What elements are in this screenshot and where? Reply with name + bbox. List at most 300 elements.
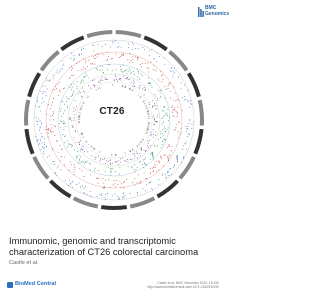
track-point — [53, 98, 54, 99]
track-point — [52, 115, 53, 116]
track-point — [160, 92, 161, 93]
track-point — [55, 173, 56, 174]
track-point — [37, 100, 38, 101]
track-point — [157, 121, 158, 122]
track-point — [155, 108, 156, 109]
track-point — [63, 88, 64, 89]
track-point — [117, 81, 118, 82]
track-point — [59, 90, 60, 91]
track-point — [142, 63, 143, 64]
track-point — [54, 89, 55, 90]
track-point — [168, 159, 169, 160]
track-point — [101, 193, 102, 194]
track-point — [80, 156, 81, 157]
track-point — [49, 80, 50, 81]
track-point — [108, 64, 109, 65]
track-point — [81, 69, 82, 70]
track-point — [60, 111, 61, 112]
track-point — [144, 94, 145, 95]
ideogram-segment — [101, 205, 127, 210]
track-point — [150, 135, 151, 136]
track-point — [69, 180, 70, 181]
track-point — [101, 77, 102, 78]
track-point — [169, 144, 170, 145]
track-point — [83, 77, 84, 78]
track-point — [133, 83, 134, 84]
track-point — [73, 91, 74, 92]
track-point — [82, 80, 83, 81]
track-point — [55, 86, 56, 87]
track-point — [164, 139, 165, 140]
track-point — [144, 163, 145, 164]
inner-tick — [144, 103, 146, 104]
track-point — [92, 64, 93, 65]
track-point — [83, 58, 84, 59]
track-point — [77, 151, 78, 152]
track-point — [44, 153, 45, 154]
track-point — [48, 104, 49, 105]
track-point — [83, 82, 84, 83]
track-point — [145, 190, 146, 191]
track-point — [167, 171, 168, 172]
track-point — [98, 54, 99, 55]
track-point — [53, 131, 54, 132]
track-point — [94, 64, 95, 65]
inner-tick — [138, 144, 139, 145]
track-point — [84, 163, 85, 164]
track-point — [53, 119, 54, 120]
track-point — [49, 155, 50, 156]
track-point — [165, 174, 166, 175]
track-point — [45, 86, 46, 87]
article-title: Immunomic, genomic and transcriptomic characterization of CT26 colorectal carcinoma — [9, 236, 199, 257]
track-point — [97, 70, 98, 71]
track-point — [80, 162, 81, 163]
track-point — [132, 56, 133, 57]
track-point — [77, 88, 78, 89]
track-point — [168, 127, 169, 128]
track-point — [164, 115, 165, 116]
track-point — [134, 86, 135, 87]
track-point — [58, 73, 59, 74]
track-point — [51, 163, 52, 164]
track-point — [120, 158, 121, 159]
track-point — [188, 123, 189, 124]
track-point — [114, 41, 115, 42]
track-point — [60, 169, 61, 170]
journal-name-line1: BMC — [205, 5, 217, 11]
track-point — [74, 165, 75, 166]
track-point — [177, 144, 178, 145]
track-point — [67, 147, 68, 148]
track-point — [140, 182, 141, 183]
track-point — [149, 140, 150, 141]
track-point — [153, 156, 154, 157]
track-point — [141, 148, 142, 149]
inner-tick — [88, 144, 89, 145]
track-point — [41, 103, 42, 104]
track-point — [152, 107, 153, 108]
track-point — [75, 100, 76, 101]
ideogram-segment — [60, 35, 84, 51]
track-point — [187, 126, 188, 127]
track-point — [155, 167, 156, 168]
track-point — [139, 162, 140, 163]
track-point — [66, 96, 67, 97]
track-point — [79, 55, 80, 56]
track-point — [144, 87, 145, 88]
track-point — [169, 154, 170, 155]
track-point — [105, 77, 106, 78]
track-point — [95, 58, 96, 59]
track-point — [181, 162, 182, 163]
track-point — [45, 92, 46, 93]
track-point — [94, 58, 95, 59]
track-point — [107, 52, 108, 53]
track-point — [70, 118, 71, 119]
track-point — [138, 174, 139, 175]
track-point — [123, 53, 124, 54]
track-point — [72, 87, 73, 88]
track-point — [174, 165, 175, 166]
track-point — [137, 57, 138, 58]
track-point — [158, 90, 159, 91]
track-point — [122, 55, 123, 56]
track-point — [68, 185, 69, 186]
track-point — [163, 111, 164, 112]
track-point — [158, 170, 159, 171]
track-point — [147, 67, 148, 68]
track-point — [182, 110, 183, 111]
track-point — [173, 167, 174, 168]
track-point — [131, 82, 132, 83]
track-point — [125, 78, 126, 79]
track-point — [50, 130, 51, 131]
track-point — [154, 65, 155, 66]
track-point — [41, 124, 42, 125]
track-point — [178, 76, 179, 77]
track-point — [75, 131, 76, 132]
track-point — [120, 187, 121, 188]
track-point — [154, 124, 155, 125]
track-point — [126, 179, 127, 180]
track-point — [65, 126, 66, 127]
track-point — [82, 88, 83, 89]
track-point — [73, 111, 74, 112]
track-point — [120, 78, 121, 79]
track-point — [193, 121, 194, 122]
track-point — [87, 194, 88, 195]
track-point — [174, 116, 175, 117]
track-point — [102, 80, 103, 81]
track-point — [62, 134, 63, 135]
track-point — [152, 168, 153, 169]
track-point — [73, 83, 74, 84]
track-point — [85, 60, 86, 61]
track-point — [145, 89, 146, 90]
track-point — [89, 163, 90, 164]
track-point — [91, 155, 92, 156]
track-point — [130, 53, 131, 54]
track-point — [111, 168, 112, 169]
track-point — [170, 98, 171, 99]
track-point — [161, 90, 162, 91]
ideogram-segment — [73, 196, 98, 208]
track-point — [127, 159, 128, 160]
track-point — [152, 100, 153, 101]
track-point — [107, 70, 108, 71]
track-point — [51, 132, 52, 133]
track-point — [118, 197, 119, 198]
track-point — [170, 168, 171, 169]
ideogram-segment — [156, 179, 179, 198]
citation-link[interactable]: http://www.biomedcentral.com/1471-2164/15/190 — [147, 285, 219, 289]
track-point — [100, 80, 101, 81]
track-point — [169, 175, 170, 176]
track-point — [161, 158, 162, 159]
track-point — [123, 196, 124, 197]
track-point — [154, 118, 155, 119]
track-point — [63, 64, 64, 65]
track-point — [133, 44, 134, 45]
track-point — [119, 167, 120, 168]
track-point — [174, 110, 175, 111]
track-point — [70, 87, 71, 88]
track-point — [60, 145, 61, 146]
track-point — [148, 68, 149, 69]
track-point — [188, 90, 189, 91]
track-point — [146, 184, 147, 185]
track-point — [40, 120, 41, 121]
track-point — [123, 192, 124, 193]
track-point — [112, 42, 113, 43]
track-point — [59, 82, 60, 83]
track-point — [167, 157, 168, 158]
ideogram-segment — [144, 35, 168, 51]
track-point — [63, 122, 64, 123]
track-point — [107, 193, 108, 194]
track-point — [85, 162, 86, 163]
track-point — [76, 184, 77, 185]
track-point — [144, 150, 145, 151]
track-point — [57, 84, 58, 85]
inner-tick — [87, 96, 88, 97]
track-point — [170, 84, 171, 85]
track-point — [82, 149, 83, 150]
track-point — [187, 129, 188, 130]
track-point — [128, 79, 129, 80]
track-point — [74, 59, 75, 60]
track-point — [149, 50, 150, 51]
ideogram-segment — [86, 30, 112, 38]
track-point — [181, 83, 182, 84]
track-point — [113, 184, 114, 185]
track-point — [154, 146, 155, 147]
track-point — [47, 157, 48, 158]
track-point — [164, 58, 165, 59]
track-point — [90, 174, 91, 175]
track-point — [76, 158, 77, 159]
track-point — [57, 141, 58, 142]
track-point — [150, 62, 151, 63]
track-point — [141, 150, 142, 151]
track-point — [171, 174, 172, 175]
inner-tick — [94, 148, 95, 150]
track-point — [76, 63, 77, 64]
track-point — [138, 48, 139, 49]
track-point — [115, 76, 116, 77]
track-point — [149, 102, 150, 103]
track-point — [79, 54, 80, 55]
inner-tick — [146, 130, 148, 131]
track-point — [51, 124, 52, 125]
track-point — [59, 123, 60, 124]
track-point — [106, 79, 107, 80]
track-point — [163, 166, 164, 167]
track-point — [172, 112, 173, 113]
track-point — [72, 182, 73, 183]
track-point — [53, 78, 54, 79]
track-point — [40, 110, 41, 111]
track-point — [90, 164, 91, 165]
track-point — [41, 122, 42, 123]
track-point — [99, 161, 100, 162]
track-point — [97, 53, 98, 54]
track-point — [105, 79, 106, 80]
track-point — [123, 55, 124, 56]
track-point — [100, 194, 101, 195]
track-point — [72, 181, 73, 182]
track-point — [90, 88, 91, 89]
track-point — [105, 163, 106, 164]
track-point — [110, 175, 111, 176]
track-point — [134, 81, 135, 82]
track-point — [116, 54, 117, 55]
track-point — [108, 56, 109, 57]
track-point — [56, 72, 57, 73]
ideogram-segment — [49, 179, 72, 198]
track-point — [60, 120, 61, 121]
track-point — [166, 177, 167, 178]
inner-tick — [146, 108, 148, 109]
track-point — [47, 129, 48, 130]
track-point — [74, 169, 75, 170]
track-point — [176, 111, 177, 112]
track-point — [128, 43, 129, 44]
track-point — [164, 64, 165, 65]
track-point — [125, 161, 126, 162]
track-point — [177, 112, 178, 113]
track-point — [175, 127, 176, 128]
track-point — [69, 143, 70, 144]
track-point — [79, 144, 80, 145]
track-point — [189, 107, 190, 108]
track-point — [162, 129, 163, 130]
track-point — [111, 171, 112, 172]
track-point — [60, 91, 61, 92]
track-point — [42, 98, 43, 99]
track-point — [150, 181, 151, 182]
track-point — [171, 71, 172, 72]
track-point — [134, 158, 135, 159]
track-point — [76, 142, 77, 143]
track-point — [38, 107, 39, 108]
track-point — [173, 77, 174, 78]
track-point — [71, 120, 72, 121]
track-point — [162, 133, 163, 134]
track-point — [62, 101, 63, 102]
inner-tick — [87, 97, 89, 98]
track-point — [134, 156, 135, 157]
track-point — [165, 89, 166, 90]
track-point — [177, 107, 178, 108]
publisher-mark-icon — [7, 282, 13, 288]
track-point — [41, 133, 42, 134]
track-point — [118, 199, 119, 200]
track-point — [67, 105, 68, 106]
track-point — [123, 182, 124, 183]
track-point — [153, 115, 154, 116]
track-point — [129, 62, 130, 63]
track-point — [171, 68, 172, 69]
track-point — [156, 108, 157, 109]
track-point — [178, 137, 179, 138]
track-point — [132, 166, 133, 167]
track-point — [172, 109, 173, 110]
track-point — [67, 141, 68, 142]
track-point — [37, 97, 38, 98]
track-point — [124, 160, 125, 161]
track-point — [41, 136, 42, 137]
track-point — [84, 188, 85, 189]
ideogram-segment — [130, 196, 155, 208]
track-point — [132, 159, 133, 160]
inner-tick — [138, 94, 139, 95]
track-point — [74, 58, 75, 59]
ideogram-segment — [198, 100, 204, 126]
track-point — [160, 71, 161, 72]
track-point — [79, 160, 80, 161]
track-point — [88, 85, 89, 86]
track-point — [81, 54, 82, 55]
track-point — [53, 161, 54, 162]
circos-figure — [20, 28, 208, 212]
track-point — [138, 73, 139, 74]
track-point — [74, 108, 75, 109]
track-point — [133, 80, 134, 81]
track-point — [43, 91, 44, 92]
track-point — [37, 124, 38, 125]
track-point — [132, 59, 133, 60]
track-point — [72, 187, 73, 188]
track-point — [79, 142, 80, 143]
track-point — [58, 95, 59, 96]
track-point — [186, 131, 187, 132]
track-point — [130, 193, 131, 194]
track-point — [68, 144, 69, 145]
track-point — [71, 96, 72, 97]
track-point — [47, 88, 48, 89]
track-point — [158, 184, 159, 185]
track-point — [137, 76, 138, 77]
track-point — [110, 47, 111, 48]
track-point — [177, 161, 178, 162]
track-point — [148, 71, 149, 72]
track-point — [130, 70, 131, 71]
track-point — [155, 131, 156, 132]
track-point — [168, 175, 169, 176]
track-point — [144, 163, 145, 164]
